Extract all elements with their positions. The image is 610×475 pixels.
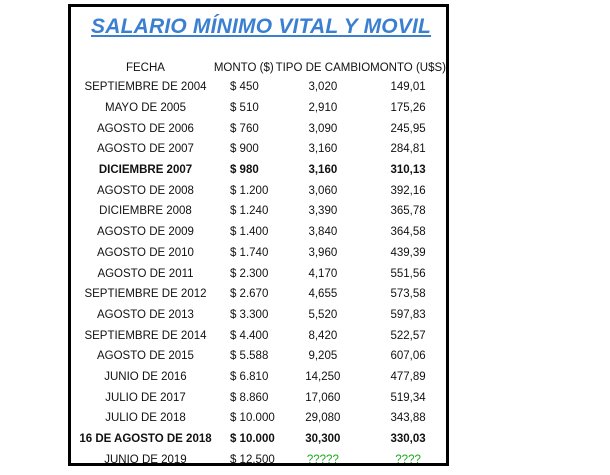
table-row — [79, 77, 446, 98]
cell-tipo-cambio: 3,090 — [308, 122, 338, 135]
cell-fecha: AGOSTO DE 2015 — [97, 350, 194, 363]
cell-fecha: JUNIO DE 2019 — [104, 453, 187, 466]
cell-monto-usd: ???? — [395, 453, 421, 466]
cell-monto-ars: $ 4.400 — [229, 329, 269, 342]
cell-fecha: SEPTIEMBRE DE 2014 — [84, 329, 207, 342]
cell-tipo-cambio: 3,390 — [308, 205, 338, 218]
cell-fecha: AGOSTO DE 2007 — [97, 143, 194, 156]
cell-monto-ars: $ 10.000 — [229, 433, 275, 446]
cell-fecha: DICIEMBRE 2008 — [99, 205, 192, 218]
cell-tipo-cambio: 3,160 — [308, 143, 338, 156]
cell-monto-usd: 149,01 — [390, 81, 426, 94]
cell-monto-ars: $ 1.740 — [229, 246, 269, 259]
cell-tipo-cambio: 5,520 — [308, 308, 338, 321]
cell-monto-usd: 439,39 — [390, 246, 426, 259]
cell-fecha: AGOSTO DE 2013 — [97, 308, 194, 321]
cell-monto-ars: $ 1.400 — [229, 226, 269, 239]
table-row — [79, 98, 446, 119]
cell-monto-usd: 597,83 — [390, 308, 426, 321]
cell-monto-ars: $ 3.300 — [229, 308, 269, 321]
table-row — [79, 284, 446, 305]
cell-fecha: MAYO DE 2005 — [105, 102, 186, 115]
salary-table — [79, 59, 446, 470]
table-row — [79, 160, 446, 181]
cell-fecha: JULIO DE 2018 — [105, 412, 186, 425]
cell-tipo-cambio: 9,205 — [308, 350, 338, 363]
cell-tipo-cambio: 3,020 — [308, 81, 338, 94]
cell-fecha: DICIEMBRE 2007 — [98, 164, 193, 177]
table-row — [79, 201, 446, 222]
cell-monto-usd: 522,57 — [390, 329, 426, 342]
cell-tipo-cambio: 3,960 — [308, 246, 338, 259]
cell-monto-usd: 365,78 — [390, 205, 426, 218]
cell-monto-ars: $ 12.500 — [229, 453, 275, 466]
cell-monto-ars: $ 510 — [229, 102, 259, 115]
cell-monto-ars: $ 8.860 — [229, 391, 269, 404]
cell-tipo-cambio: 4,170 — [308, 267, 338, 280]
cell-monto-ars: $ 900 — [229, 143, 259, 156]
cell-fecha: AGOSTO DE 2008 — [97, 184, 194, 197]
cell-fecha: JUNIO DE 2016 — [104, 370, 187, 383]
table-row — [79, 139, 446, 160]
table-row — [79, 118, 446, 139]
cell-tipo-cambio: 3,060 — [308, 184, 338, 197]
cell-monto-usd: 175,26 — [390, 102, 426, 115]
table-row — [79, 367, 446, 388]
cell-monto-usd: 519,34 — [390, 391, 426, 404]
table-row — [79, 387, 446, 408]
table-row — [79, 263, 446, 284]
cell-monto-ars: $ 1.240 — [229, 205, 269, 218]
cell-fecha: AGOSTO DE 2006 — [97, 122, 194, 135]
table-title: SALARIO MÍNIMO VITAL Y MOVIL — [91, 15, 432, 38]
table-row — [79, 222, 446, 243]
cell-tipo-cambio: 29,080 — [305, 412, 341, 425]
cell-tipo-cambio: 4,655 — [308, 288, 338, 301]
cell-monto-usd: 284,81 — [390, 143, 426, 156]
cell-monto-ars: $ 980 — [229, 164, 259, 177]
cell-fecha: SEPTIEMBRE DE 2004 — [84, 81, 207, 94]
cell-monto-usd: 551,56 — [390, 267, 426, 280]
table-row — [79, 408, 446, 429]
cell-fecha: 16 DE AGOSTO DE 2018 — [79, 433, 212, 446]
cell-tipo-cambio: 8,420 — [308, 329, 338, 342]
cell-monto-usd: 330,03 — [390, 433, 426, 446]
header-monto-usd: MONTO (U$S) — [370, 62, 446, 74]
cell-fecha: JULIO DE 2017 — [105, 391, 186, 404]
table-body — [79, 77, 446, 470]
cell-monto-usd: 607,06 — [390, 350, 426, 363]
cell-monto-ars: $ 1.200 — [229, 184, 269, 197]
table-row — [79, 325, 446, 346]
cell-monto-usd: 477,89 — [390, 370, 426, 383]
cell-monto-ars: $ 2.670 — [229, 288, 269, 301]
cell-tipo-cambio: 3,840 — [308, 226, 338, 239]
cell-fecha: AGOSTO DE 2010 — [97, 246, 194, 259]
cell-fecha: AGOSTO DE 2011 — [97, 267, 194, 280]
cell-monto-usd: 573,58 — [390, 288, 426, 301]
cell-tipo-cambio: 2,910 — [308, 102, 338, 115]
table-row — [79, 305, 446, 326]
cell-monto-ars: $ 2.300 — [229, 267, 269, 280]
header-fecha: FECHA — [125, 62, 165, 74]
cell-fecha: AGOSTO DE 2009 — [97, 226, 194, 239]
cell-monto-usd: 364,58 — [390, 226, 426, 239]
table-row — [79, 243, 446, 264]
cell-tipo-cambio: 14,250 — [305, 370, 341, 383]
cell-fecha: SEPTIEMBRE DE 2012 — [84, 288, 207, 301]
cell-tipo-cambio: 3,160 — [308, 164, 338, 177]
cell-monto-ars: $ 5.588 — [229, 350, 269, 363]
cell-tipo-cambio: 17,060 — [305, 391, 341, 404]
cell-monto-ars: $ 10.000 — [229, 412, 275, 425]
cell-monto-ars: $ 450 — [229, 81, 259, 94]
header-tipo-cambio: TIPO DE CAMBIO — [275, 62, 371, 74]
cell-tipo-cambio: 30,300 — [305, 433, 341, 446]
table-row — [79, 449, 446, 470]
table-row — [79, 429, 446, 450]
cell-monto-usd: 245,95 — [390, 122, 426, 135]
cell-tipo-cambio: ????? — [306, 453, 339, 466]
cell-monto-usd: 392,16 — [390, 184, 426, 197]
table-row — [79, 180, 446, 201]
cell-monto-ars: $ 760 — [229, 122, 259, 135]
header-row — [79, 59, 446, 77]
salary-table-frame — [68, 4, 449, 466]
cell-monto-ars: $ 6.810 — [229, 370, 269, 383]
header-monto-ars: MONTO ($) — [213, 62, 274, 74]
table-row — [79, 346, 446, 367]
cell-monto-usd: 310,13 — [390, 164, 426, 177]
cell-monto-usd: 343,88 — [390, 412, 426, 425]
